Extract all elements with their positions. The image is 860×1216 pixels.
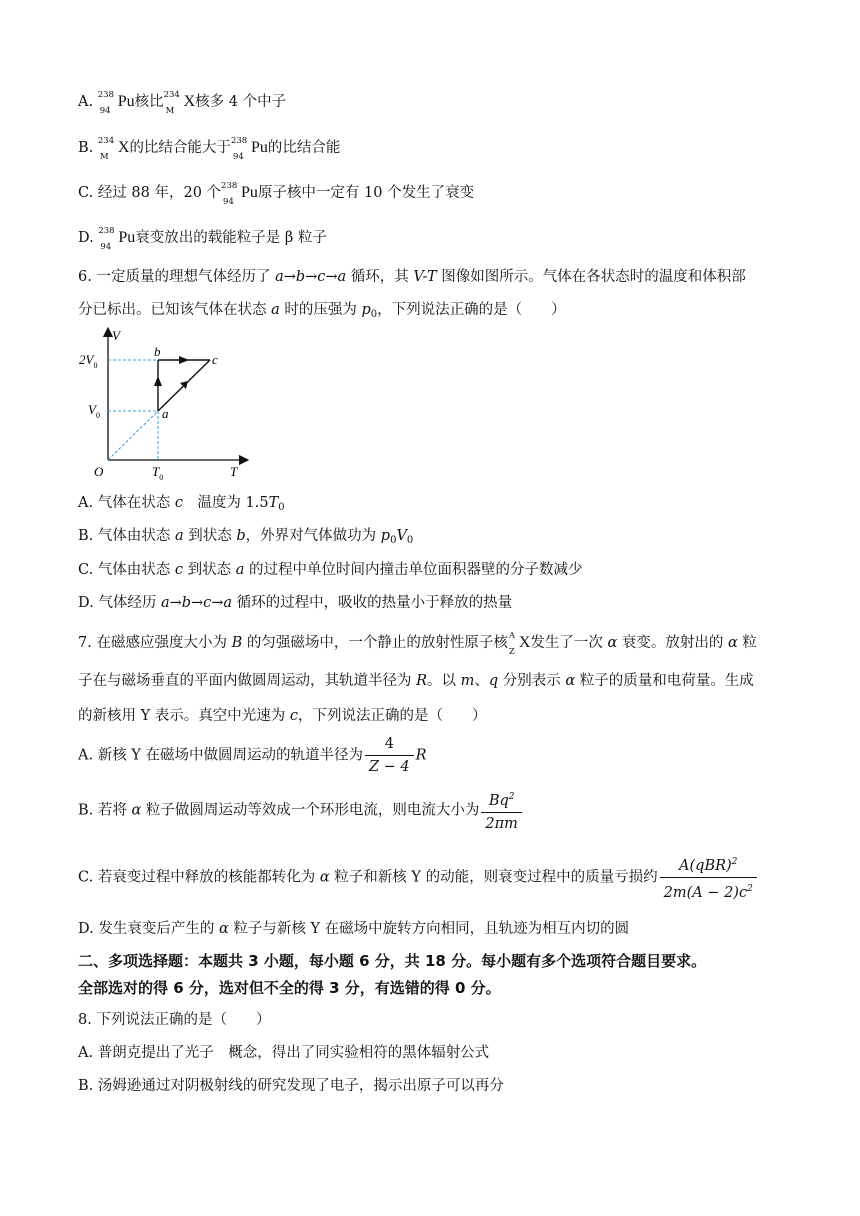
q7-stem-line1: 7. 在磁感应强度大小为 B 的匀强磁场中，一个静止的放射性原子核 A Z X发生了一次 α 衰变。放射出的 α 粒 xyxy=(78,631,757,657)
nuclide-pu238: 238 94 Pu xyxy=(230,136,268,162)
q6-option-a: A. 气体在状态 c 温度为 $1.5T_0$ xyxy=(78,495,285,513)
q7-option-a: A. 新核 Y 在磁场中做圆周运动的轨道半径为 $\frac{4}{Z - 4}$ R xyxy=(78,736,427,775)
section2-heading-line1: 二、多项选择题：本题共 3 小题，每小题 6 分，共 18 分。每小题有多个选项符合题目要求。 xyxy=(78,952,707,970)
section2-heading-line2: 全部选对的得 6 分，选对但不全的得 3 分，有选错的得 0 分。 xyxy=(78,979,501,997)
q5-option-c: C. 经过 88 年，20 个 238 94 Pu原子核中一定有 10 个发生了衰变 xyxy=(78,181,475,207)
fraction: $\frac{Bq^2}{2\pi m}$ xyxy=(481,788,522,833)
fraction: $\frac{A(qBR)^2}{2m(A - 2)c^2}$ xyxy=(660,853,757,902)
vt-graph xyxy=(74,326,254,484)
q8-stem: 8. 下列说法正确的是（ ） xyxy=(78,1012,271,1028)
q6-option-b: B. 气体由状态 a 到状态 b，外界对气体做功为 $p_0V_0$ xyxy=(78,528,414,546)
q6-stem-line1: 6. 一定质量的理想气体经历了 a→b→c→a 循环，其 V-T 图像如图所示。气体在各状态时的温度和体积部 xyxy=(78,269,746,285)
nuclide-pu238: 238 94 Pu xyxy=(97,90,135,116)
q8-option-b: B. 汤姆逊通过对阴极射线的研究发现了电子，揭示出原子可以再分 xyxy=(78,1078,504,1094)
label-2v0: $2V_0$ xyxy=(79,352,98,370)
origin-guide-line xyxy=(108,411,158,460)
state-c-label: c xyxy=(212,352,218,367)
nuclide-x234: 234 M X xyxy=(97,136,130,162)
q7-option-c: C. 若衰变过程中释放的核能都转化为 α 粒子和新核 Y 的动能，则衰变过程中的质量亏损约 $\frac{A(qBR)^2}{2m(A - 2)c^2}$ xyxy=(78,853,759,902)
label-v0: $V_0$ xyxy=(88,402,100,420)
q5-option-d: D. 238 94 Pu衰变放出的载能粒子是 β 粒子 xyxy=(78,226,327,252)
q7-stem-line2: 子在与磁场垂直的平面内做圆周运动，其轨道半径为 R。以 m、q 分别表示 α 粒子的质量和电荷量。生成 xyxy=(78,673,754,689)
nuclide-x: A Z X xyxy=(508,631,531,657)
q7-option-b: B. 若将 α 粒子做圆周运动等效成一个环形电流，则电流大小为 $\frac{Bq^2}{2\pi m}$ xyxy=(78,788,524,833)
q7-option-d: D. 发生衰变后产生的 α 粒子与新核 Y 在磁场中旋转方向相同，且轨迹为相互内切的圆 xyxy=(78,921,630,937)
q5-option-a: A. 238 94 Pu核比 234 M X核多 4 个中子 xyxy=(78,90,287,116)
nuclide-pu238: 238 94 Pu xyxy=(221,181,258,207)
nuclide-pu238: 238 94 Pu xyxy=(98,226,136,252)
q5-option-b: B. 234 M X的比结合能大于 238 94 Pu的比结合能 xyxy=(78,136,341,162)
q6-stem-line2: 分已标出。已知该气体在状态 a 时的压强为 $p_0$，下列说法正确的是（ ） xyxy=(78,302,566,320)
t-axis-label: T xyxy=(230,464,238,479)
q6-option-c: C. 气体由状态 c 到状态 a 的过程中单位时间内撞击单位面积器壁的分子数减少 xyxy=(78,562,583,578)
v-axis-label: V xyxy=(112,328,120,343)
label-t0: $T_0$ xyxy=(152,464,164,482)
nuclide-x234: 234 M X xyxy=(163,90,196,116)
q6-option-d: D. 气体经历 a→b→c→a 循环的过程中，吸收的热量小于释放的热量 xyxy=(78,595,513,611)
state-a-label: a xyxy=(162,406,169,421)
origin-label: O xyxy=(94,464,104,479)
q8-option-a: A. 普朗克提出了光子 概念，得出了同实验相符的黑体辐射公式 xyxy=(78,1045,490,1061)
q7-stem-line3: 的新核用 Y 表示。真空中光速为 c，下列说法正确的是（ ） xyxy=(78,708,487,724)
state-b-label: b xyxy=(154,344,161,359)
fraction: $\frac{4}{Z - 4}$ xyxy=(365,735,414,776)
